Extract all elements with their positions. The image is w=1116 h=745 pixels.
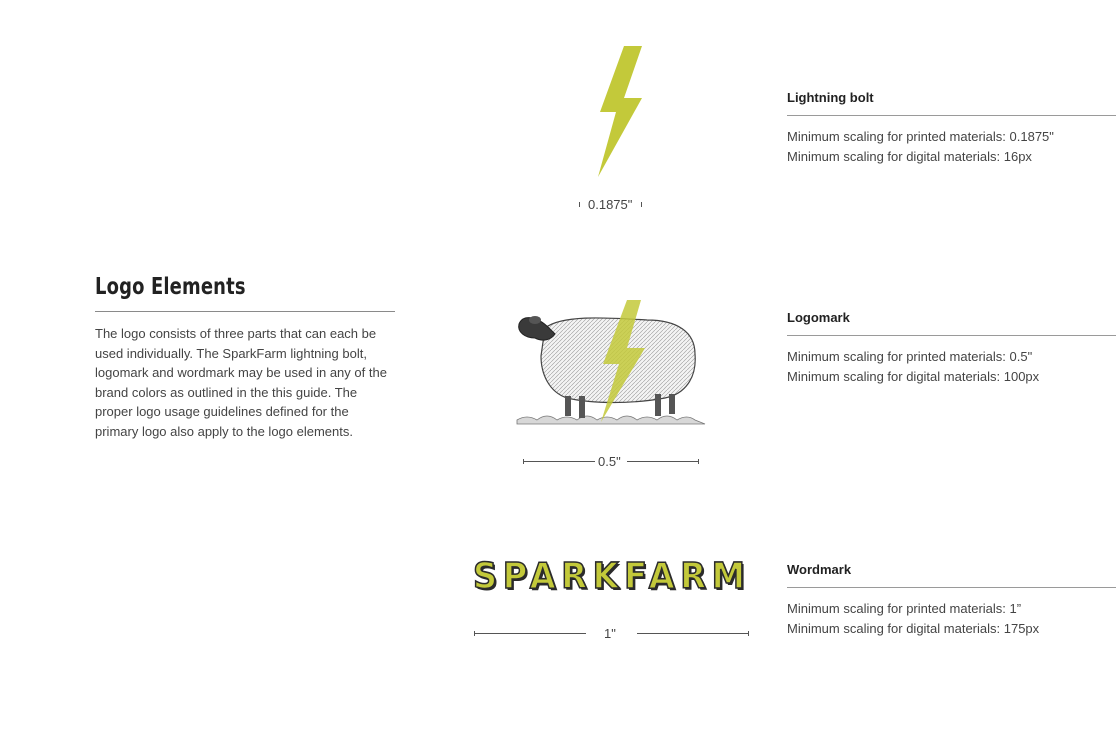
logomark-divider bbox=[787, 335, 1116, 336]
bolt-divider bbox=[787, 115, 1116, 116]
logomark-digital-min: Minimum scaling for digital materials: 100px bbox=[787, 369, 1040, 384]
dimension-line-left bbox=[523, 461, 595, 462]
wordmark-divider bbox=[787, 587, 1116, 588]
logomark-dimension-label: 0.5" bbox=[598, 454, 621, 469]
sparkfarm-wordmark: SPARKFARM bbox=[473, 556, 751, 597]
title-divider bbox=[95, 311, 395, 312]
logomark-print-min: Minimum scaling for printed materials: 0.5" bbox=[787, 349, 1033, 364]
lightning-bolt-logo bbox=[578, 46, 644, 178]
wordmark-heading: Wordmark bbox=[787, 562, 852, 577]
intro-paragraph: The logo consists of three parts that can each be used individually. The SparkFarm lightning bolt, logomark and wordmark may be used in any of the brand colors as outlined in the this guide. The proper logo usage guidelines defined for the primary logo also apply to the logo elements. bbox=[95, 326, 387, 439]
dimension-tick-right bbox=[748, 631, 749, 636]
bolt-heading: Lightning bolt bbox=[787, 90, 874, 105]
dimension-tick-right bbox=[641, 202, 642, 207]
dimension-tick-left bbox=[579, 202, 580, 207]
bolt-dimension-label: 0.1875" bbox=[588, 197, 633, 212]
dimension-tick-right bbox=[698, 459, 699, 464]
logomark-heading: Logomark bbox=[787, 310, 850, 325]
wordmark-digital-min: Minimum scaling for digital materials: 175px bbox=[787, 621, 1040, 636]
section-title: Logo Elements bbox=[95, 274, 246, 300]
wordmark-dimension-label: 1" bbox=[604, 626, 616, 641]
dimension-line-right bbox=[637, 633, 749, 634]
wordmark-print-min: Minimum scaling for printed materials: 1” bbox=[787, 601, 1022, 616]
bolt-digital-min: Minimum scaling for digital materials: 16px bbox=[787, 149, 1032, 164]
sheep-logomark bbox=[515, 298, 707, 430]
dimension-line-right bbox=[627, 461, 699, 462]
dimension-line-left bbox=[474, 633, 586, 634]
bolt-print-min: Minimum scaling for printed materials: 0.1875" bbox=[787, 129, 1054, 144]
